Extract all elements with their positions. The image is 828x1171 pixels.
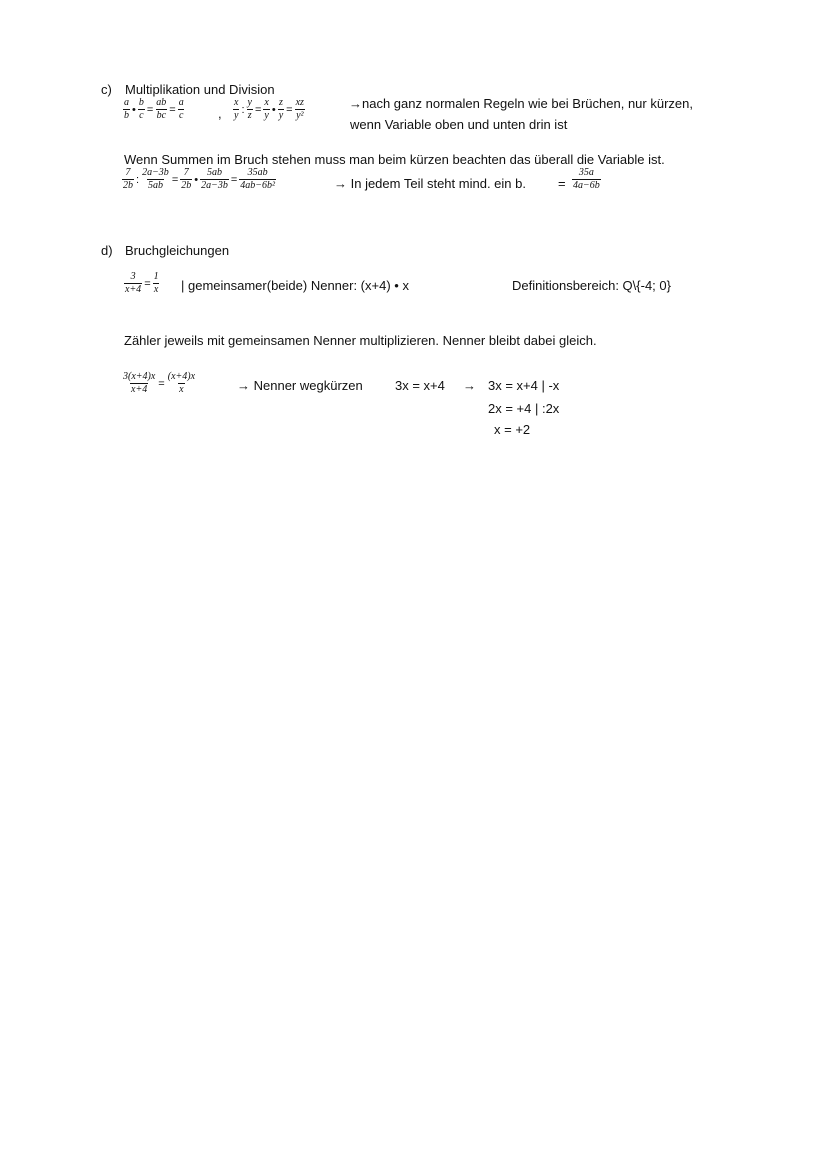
section-d-title: Bruchgleichungen [125,243,230,258]
fraction: $\frac{3(x+4)x}{x+4}$ [123,371,156,395]
step-arrow: → [463,378,476,393]
comma: , [218,106,222,121]
fraction: $\frac{5ab}{2a-3b}$ [201,167,228,191]
fraction: $\frac{xz}{\text{y²}}$ [295,97,304,121]
example-result [572,168,601,191]
fraction: $\frac{x}{y}$ [264,97,269,121]
fraction: $\frac{2a-3b}{5ab}$ [142,167,169,191]
fraction: $\frac{a}{b}$ [124,97,129,121]
example-equals: = [558,176,566,191]
multiplication-rule: $\frac{a}{b}$ • $\frac{b}{c}$ = $\frac{ab}{bc}$ = $\frac{a}{c}$ [124,97,184,121]
step-equation-1: 3x = x+4 [395,378,445,393]
fraction: $\frac{(x+4)x}{x}$ [167,371,196,395]
fraction: $\frac{a}{c}$ [178,97,184,121]
step-text: → Nenner wegkürzen [237,378,363,393]
fraction: $\frac{7}{2b}$ [123,167,133,191]
sum-example: $\frac{7}{2b}$ : $\frac{2a-3b}{5ab}$ = $\frac{7}{2b}$ • $\frac{5ab}{2a-3b}$ = $\frac{35ab}{\text{4ab−6b²}}$ [123,167,276,191]
rule-text-line-2: wenn Variable oben und unten drin ist [350,117,568,132]
fraction: $\frac{1}{x}$ [153,271,159,295]
section-c-title: Multiplikation und Division [125,82,275,97]
sum-note: Wenn Summen im Bruch stehen muss man beim kürzen beachten das überall die Variable ist. [124,152,665,167]
fraction: $\frac{35ab}{\text{4ab−6b²}}$ [240,167,276,191]
fraction: $\frac{ab}{bc}$ [156,97,167,121]
fraction-equation: $\frac{3}{x+4}$ = $\frac{1}{x}$ [125,271,159,295]
multiply-note: Zähler jeweils mit gemeinsamen Nenner multiplizieren. Nenner bleibt dabei gleich. [124,333,597,348]
fraction: $\frac{y}{z}$ [247,97,252,121]
common-denominator-text: | gemeinsamer(beide) Nenner: (x+4) • x [181,278,409,293]
domain-text: Definitionsbereich: Q\{-4; 0} [512,278,671,293]
section-d-label: d) [101,243,113,258]
step-equation: $\frac{3(x+4)x}{x+4}$ = $\frac{(x+4)x}{x}$ [123,371,196,395]
fraction: $\frac{x}{y}$ [234,97,239,121]
rule-text-line-1: →nach ganz normalen Regeln wie bei Brüchen, nur kürzen, [349,96,693,111]
fraction: $\frac{35a}{4a-6b}$ [573,167,600,191]
fraction: $\frac{b}{c}$ [138,97,144,121]
fraction: $\frac{7}{2b}$ [181,167,192,191]
fraction: $\frac{3}{x+4}$ [125,271,142,295]
solve-step-3: x = +2 [494,422,531,437]
section-c-label: c) [101,82,112,97]
solve-step-2: 2x = +4 | :2x [488,401,560,416]
example-text: → In jedem Teil steht mind. ein b. [334,176,526,191]
fraction: $\frac{z}{y}$ [278,97,284,121]
solve-step-1: 3x = x+4 | -x [488,378,560,393]
division-rule: $\frac{x}{y}$ : $\frac{y}{z}$ = $\frac{x}{y}$ • $\frac{z}{y}$ = $\frac{xz}{\text{y²}}$ [234,97,304,121]
